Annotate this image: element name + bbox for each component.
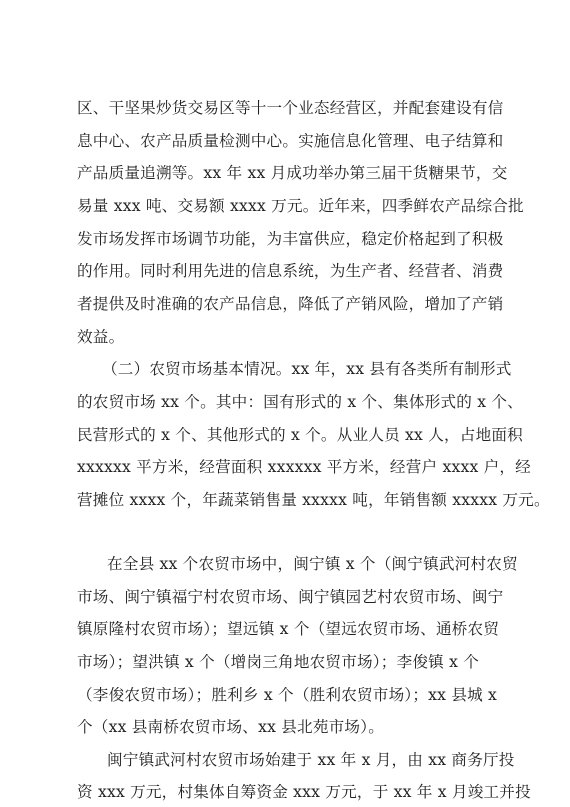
text-line-6: 的作用。同时利用先进的信息系统，为生产者、经营者、消费: [77, 262, 504, 280]
text-line-16: 镇原隆村农贸市场）；望远镇 x 个（望远农贸市场、通桥农贸: [77, 620, 500, 638]
text-line-13: 营摊位 xxxx 个，年蔬菜销售量 xxxxx 吨，年销售额 xxxxx 万元。: [77, 491, 550, 509]
text-line-1: 区、干坚果炒货交易区等十一个业态经营区，并配套建设有信: [77, 99, 504, 117]
text-line-2: 息中心、农产品质量检测中心。实施信息化管理、电子结算和: [77, 132, 504, 150]
text-line-8: 效益。: [77, 328, 125, 346]
text-line-11: 民营形式的 x 个、其他形式的 x 个。从业人员 xx 人，占地面积: [77, 426, 523, 444]
text-line-12: xxxxxx 平方米，经营面积 xxxxxx 平方米，经营户 xxxx 户，经: [77, 458, 531, 476]
text-line-4: 易量 xxx 吨、交易额 xxxx 万元。近年来，四季鲜农产品综合批: [77, 197, 524, 215]
text-line-7: 者提供及时准确的农产品信息，降低了产销风险，增加了产销: [77, 295, 504, 313]
text-line-17: 市场）；望洪镇 x 个（增岗三角地农贸市场）；李俊镇 x 个: [77, 653, 480, 671]
text-line-15: 市场、闽宁镇福宁村农贸市场、闽宁镇园艺村农贸市场、闽宁: [77, 588, 504, 606]
text-line-9: （二）农贸市场基本情况。xx 年，xx 县有各类所有制形式: [102, 360, 512, 378]
text-line-5: 发市场发挥市场调节功能，为丰富供应，稳定价格起到了积极: [77, 230, 504, 248]
text-line-20: 闽宁镇武河村农贸市场始建于 xx 年 x 月，由 xx 商务厅投: [107, 751, 515, 769]
text-line-21: 资 xxx 万元，村集体自筹资金 xxx 万元，于 xx 年 x 月竣工并投: [77, 783, 531, 801]
text-line-10: 的农贸市场 xx 个。其中：国有形式的 x 个、集体形式的 x 个、: [77, 393, 523, 411]
text-line-19: 个（xx 县南桥农贸市场、xx 县北苑市场）。: [77, 718, 384, 736]
text-line-18: （李俊农贸市场）；胜利乡 x 个（胜利农贸市场）；xx 县城 x: [77, 686, 498, 704]
text-line-3: 产品质量追溯等。xx 年 xx 月成功举办第三届干货糖果节，交: [77, 164, 508, 182]
text-line-14: 在全县 xx 个农贸市场中，闽宁镇 x 个（闽宁镇武河村农贸: [107, 555, 518, 573]
